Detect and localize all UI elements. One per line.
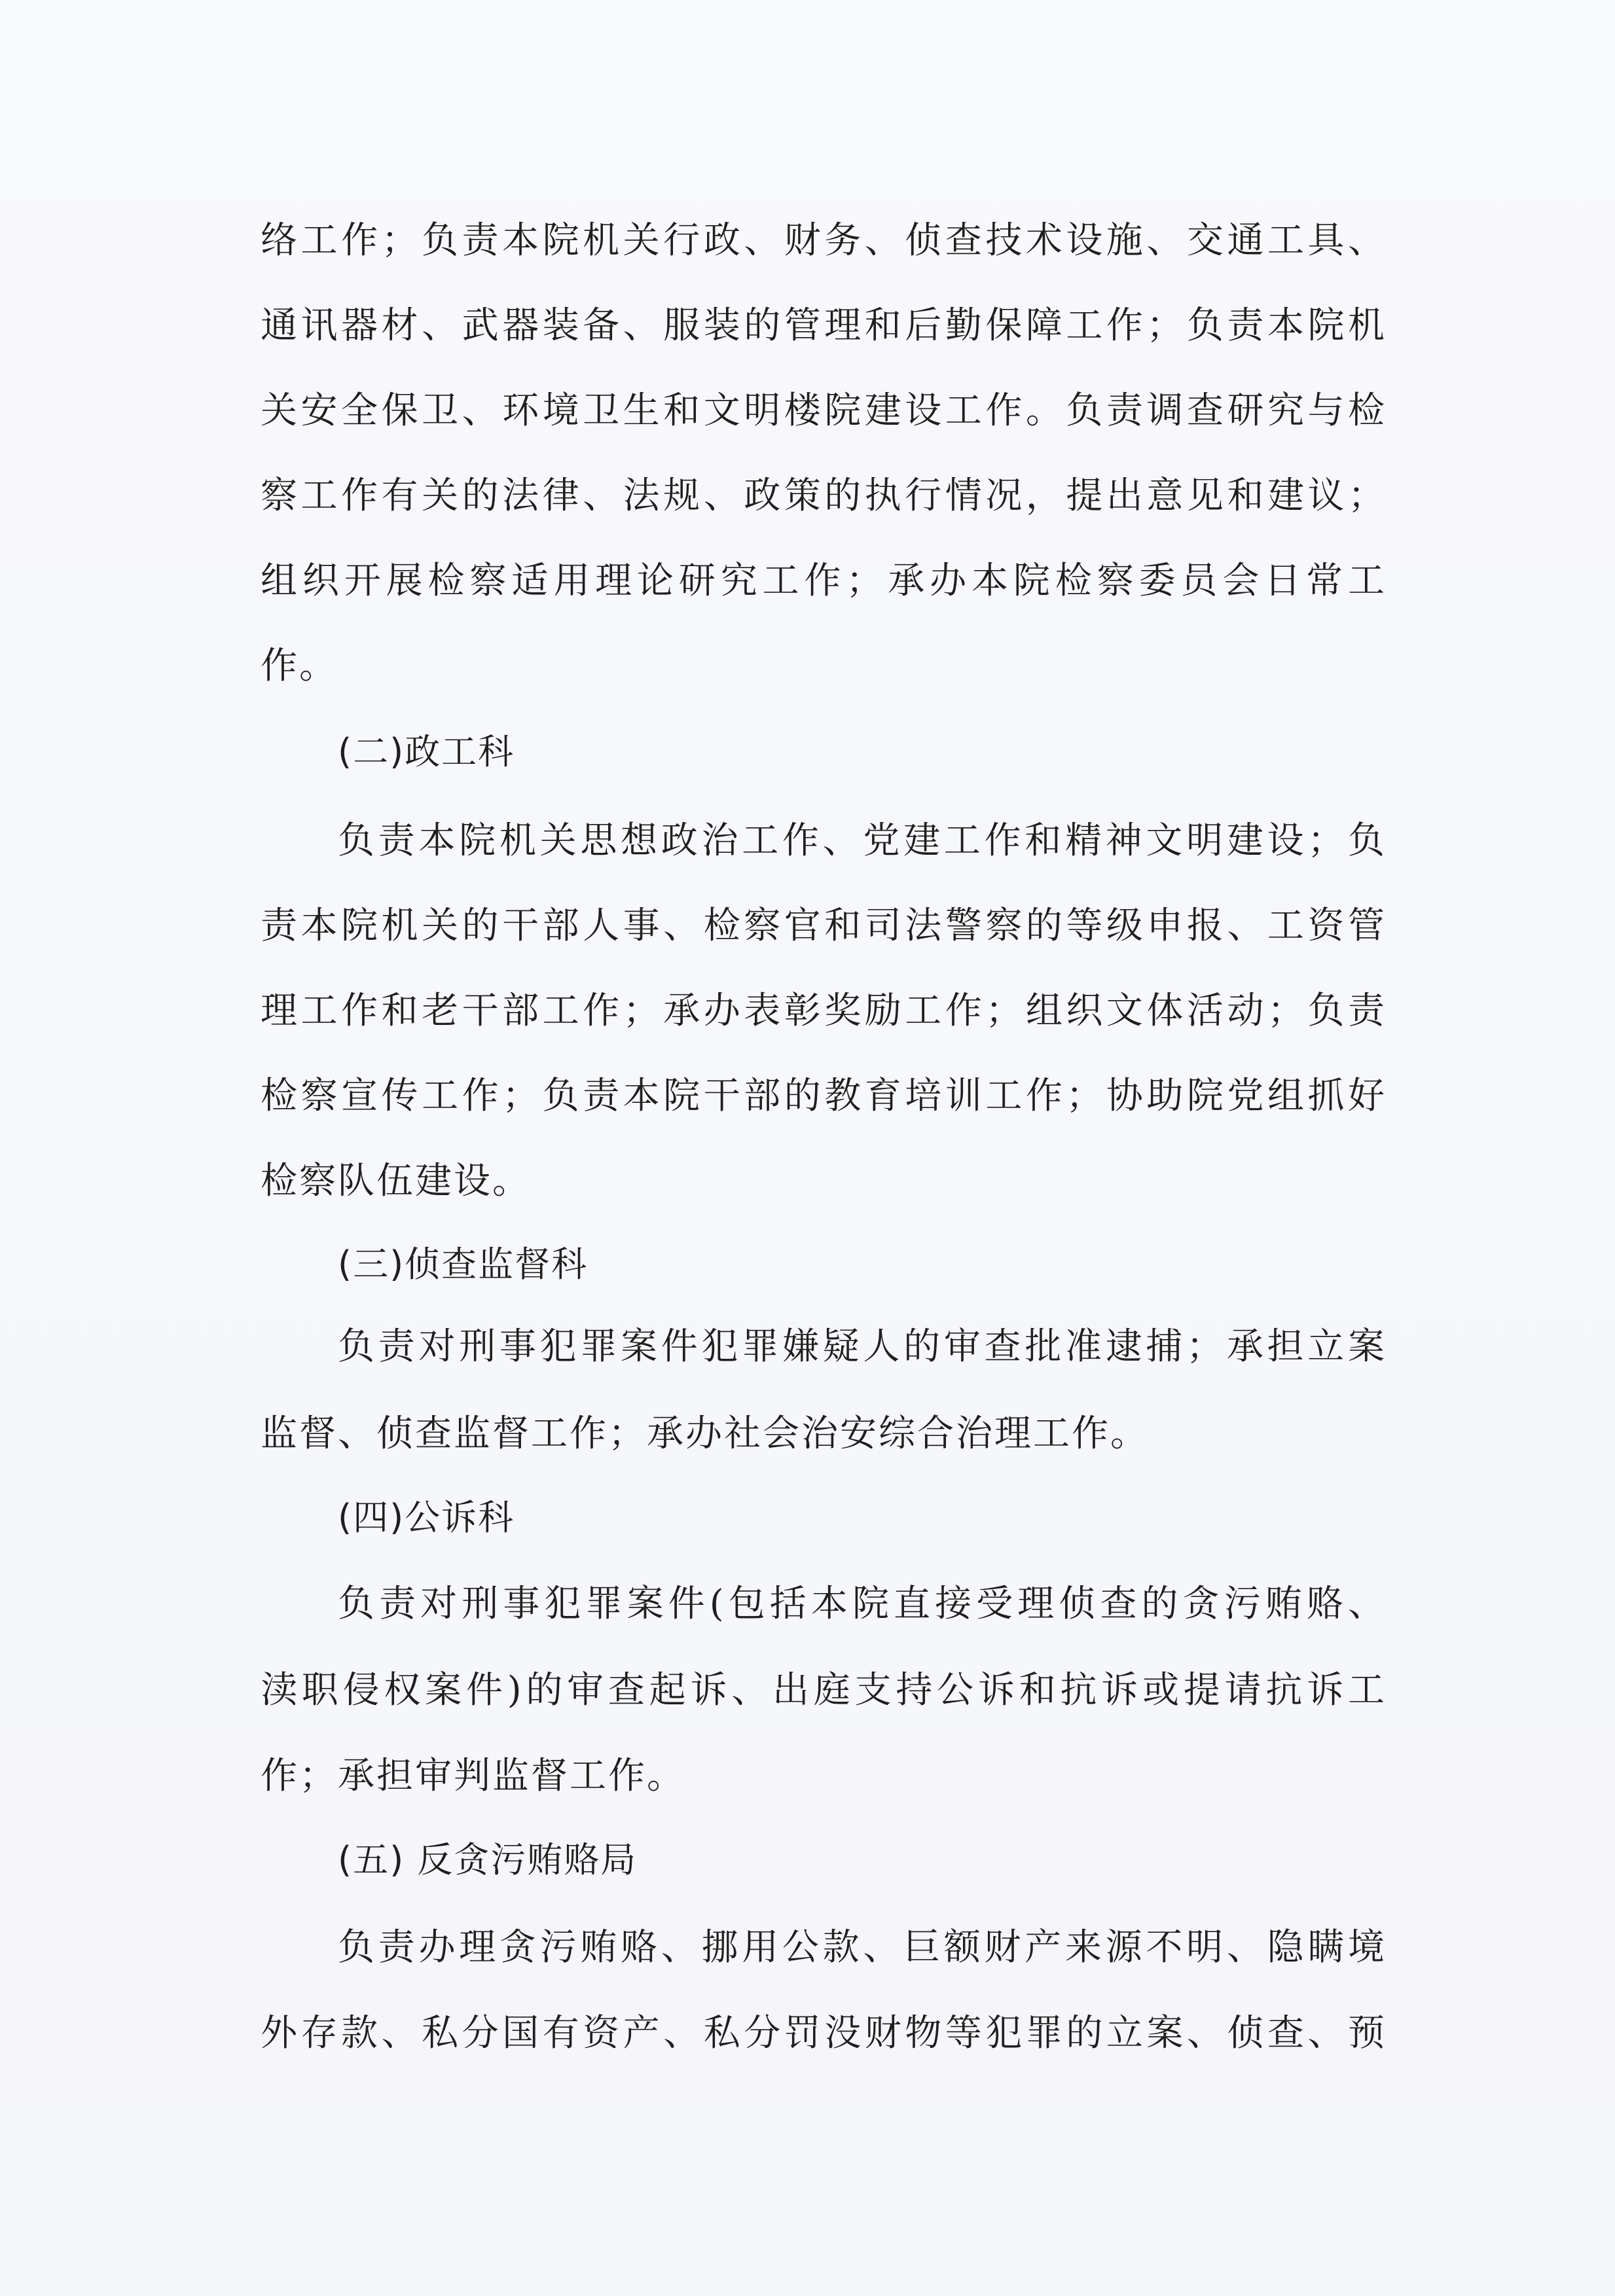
section-heading-zhencha: (三)侦查监督科: [338, 1244, 589, 1285]
body-line: 负责办理贪污贿赂、挪用公款、巨额财产来源不明、隐瞒境: [338, 1926, 1387, 1969]
body-line: 检察队伍建设。: [261, 1160, 531, 1202]
body-line: 检察宣传工作；负责本院干部的教育培训工作；协助院党组抓好: [261, 1075, 1387, 1117]
body-line: 渎职侵权案件)的审查起诉、出庭支持公诉和抗诉或提请抗诉工: [261, 1669, 1387, 1712]
body-line: 络工作；负责本院机关行政、财务、侦查技术设施、交通工具、: [261, 219, 1387, 262]
body-line: 关安全保卫、环境卫生和文明楼院建设工作。负责调查研究与检: [261, 389, 1387, 432]
section-heading-zhenggong: (二)政工科: [338, 731, 515, 772]
body-line: 负责对刑事犯罪案件(包括本院直接受理侦查的贪污贿赂、: [338, 1583, 1387, 1625]
body-line: 作；承担审判监督工作。: [261, 1755, 685, 1797]
body-line: 负责本院机关思想政治工作、党建工作和精神文明建设；负: [338, 819, 1387, 862]
body-line: 外存款、私分国有资产、私分罚没财物等犯罪的立案、侦查、预: [261, 2012, 1387, 2054]
body-line: 察工作有关的法律、法规、政策的执行情况，提出意见和建议；: [261, 475, 1387, 517]
body-line: 监督、侦查监督工作；承办社会治安综合治理工作。: [261, 1412, 1149, 1455]
body-line: 作。: [261, 645, 338, 687]
body-line: 组织开展检察适用理论研究工作；承办本院检察委员会日常工: [261, 560, 1387, 602]
body-line: 负责对刑事犯罪案件犯罪嫌疑人的审查批准逮捕；承担立案: [338, 1325, 1387, 1368]
body-line: 责本院机关的干部人事、检察官和司法警察的等级申报、工资管: [261, 905, 1387, 947]
body-line: 理工作和老干部工作；承办表彰奖励工作；组织文体活动；负责: [261, 990, 1387, 1032]
body-line: 通讯器材、武器装备、服装的管理和后勤保障工作；负责本院机: [261, 304, 1387, 347]
section-heading-fantan: (五) 反贪污贿赂局: [338, 1839, 638, 1880]
section-heading-gongsu: (四)公诉科: [338, 1497, 515, 1538]
